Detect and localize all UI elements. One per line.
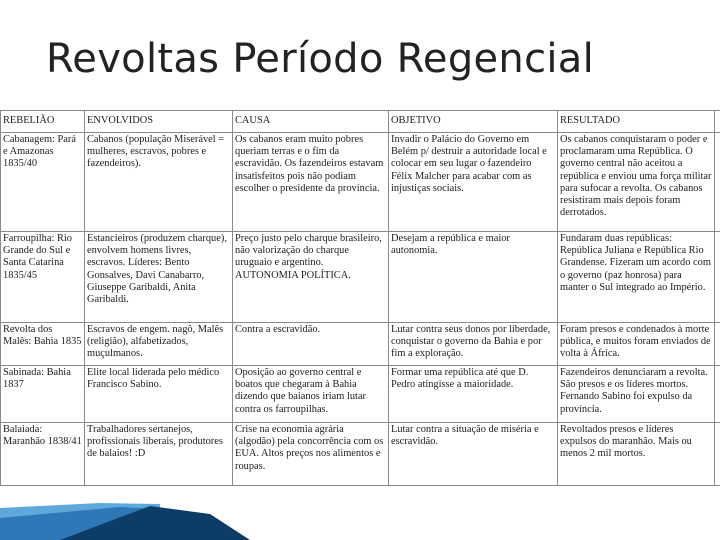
cell-resultado: Foram presos e condenados à morte pública, e muitos foram enviados de volta à África.: [558, 323, 715, 366]
cell-edge: [715, 232, 720, 323]
cell-envolvidos: Escravos de engem. nagô, Malês (religião), alfabetizados, muçulmanos.: [85, 323, 233, 366]
cell-objetivo: Lutar contra seus donos por liberdade, conquistar o governo da Bahia e por fim a exploração.: [389, 323, 558, 366]
table-row: [1, 366, 720, 423]
table-header-row: [1, 111, 720, 133]
decorative-accent-band: [0, 500, 720, 540]
revolts-table-container: [0, 110, 720, 502]
slide-title: Revoltas Período Regencial: [46, 36, 595, 82]
cell-causa: Crise na economia agrária (algodão) pela concorrência com os EUA. Altos preços nos alimentos e roupas.: [233, 423, 389, 486]
header-edge: [715, 111, 720, 133]
cell-resultado: Os cabanos conquistaram o poder e proclamaram uma República. O governo central não aceitou a república e enviou uma força militar para sufocar a revolta. Os cabanos resistiram mais depois foram derrotados.: [558, 133, 715, 232]
header-causa: CAUSA: [233, 111, 389, 133]
header-resultado: RESULTADO: [558, 111, 715, 133]
cell-causa: Os cabanos eram muito pobres queriam terras e o fim da escravidão. Os fazendeiros estavam insatisfeitos pois não podiam escolher o presidente da província.: [233, 133, 389, 232]
cell-rebeliao: Sabinada: Bahia 1837: [1, 366, 85, 423]
cell-envolvidos: Elite local liderada pelo médico Francisco Sabino.: [85, 366, 233, 423]
cell-rebeliao: Revolta dos Malês: Bahia 1835: [1, 323, 85, 366]
cell-causa: Oposição ao governo central e boatos que chegaram à Bahia dizendo que baianos iriam lutar contra os farroupilhas.: [233, 366, 389, 423]
cell-objetivo: Formar uma república até que D. Pedro atingisse a maioridade.: [389, 366, 558, 423]
cell-envolvidos: Cabanos (população Miserável = mulheres, escravos, pobres e fazendeiros).: [85, 133, 233, 232]
cell-edge: [715, 133, 720, 232]
table-row: [1, 133, 720, 232]
cell-rebeliao: Farroupilha: Rio Grande do Sul e Santa Catarina 1835/45: [1, 232, 85, 323]
header-rebeliao: REBELIÃO: [1, 111, 85, 133]
cell-envolvidos: Trabalhadores sertanejos, profissionais liberais, produtores de balaios! :D: [85, 423, 233, 486]
cell-envolvidos: Estancieiros (produzem charque), envolvem homens livres, escravos. Líderes: Bento Gonsalves, Davi Canabarro, Giuseppe Garibaldi, Anita Garibaldi.: [85, 232, 233, 323]
table-row: [1, 232, 720, 323]
cell-edge: [715, 323, 720, 366]
cell-edge: [715, 423, 720, 486]
cell-rebeliao: Balaiada: Maranhão 1838/41: [1, 423, 85, 486]
header-objetivo: OBJETIVO: [389, 111, 558, 133]
cell-causa: Preço justo pelo charque brasileiro, não valorização do charque uruguaio e argentino. AUTONOMIA POLÍTICA.: [233, 232, 389, 323]
table-row: [1, 423, 720, 486]
table-row: [1, 323, 720, 366]
cell-resultado: Revoltados presos e líderes expulsos do maranhão. Mais ou menos 2 mil mortos.: [558, 423, 715, 486]
cell-objetivo: Invadir o Palácio do Governo em Belém p/ destruir a autoridade local e colocar em seu lugar o fazendeiro Félix Malcher para acabar com as injustiças sociais.: [389, 133, 558, 232]
cell-rebeliao: Cabanagem: Pará e Amazonas 1835/40: [1, 133, 85, 232]
revolts-table: [0, 110, 720, 486]
cell-causa: Contra a escravidão.: [233, 323, 389, 366]
cell-edge: [715, 366, 720, 423]
cell-resultado: Fundaram duas repúblicas: República Juliana e República Rio Grandense. Fizeram um acordo com o governo (paz honrosa) para manter o Sul integrado ao Império.: [558, 232, 715, 323]
header-envolvidos: ENVOLVIDOS: [85, 111, 233, 133]
cell-objetivo: Lutar contra a situação de miséria e escravidão.: [389, 423, 558, 486]
cell-resultado: Fazendeiros denunciaram a revolta. São presos e os líderes mortos. Fernando Sabino foi expulso da província.: [558, 366, 715, 423]
cell-objetivo: Desejam a república e maior autonomia.: [389, 232, 558, 323]
